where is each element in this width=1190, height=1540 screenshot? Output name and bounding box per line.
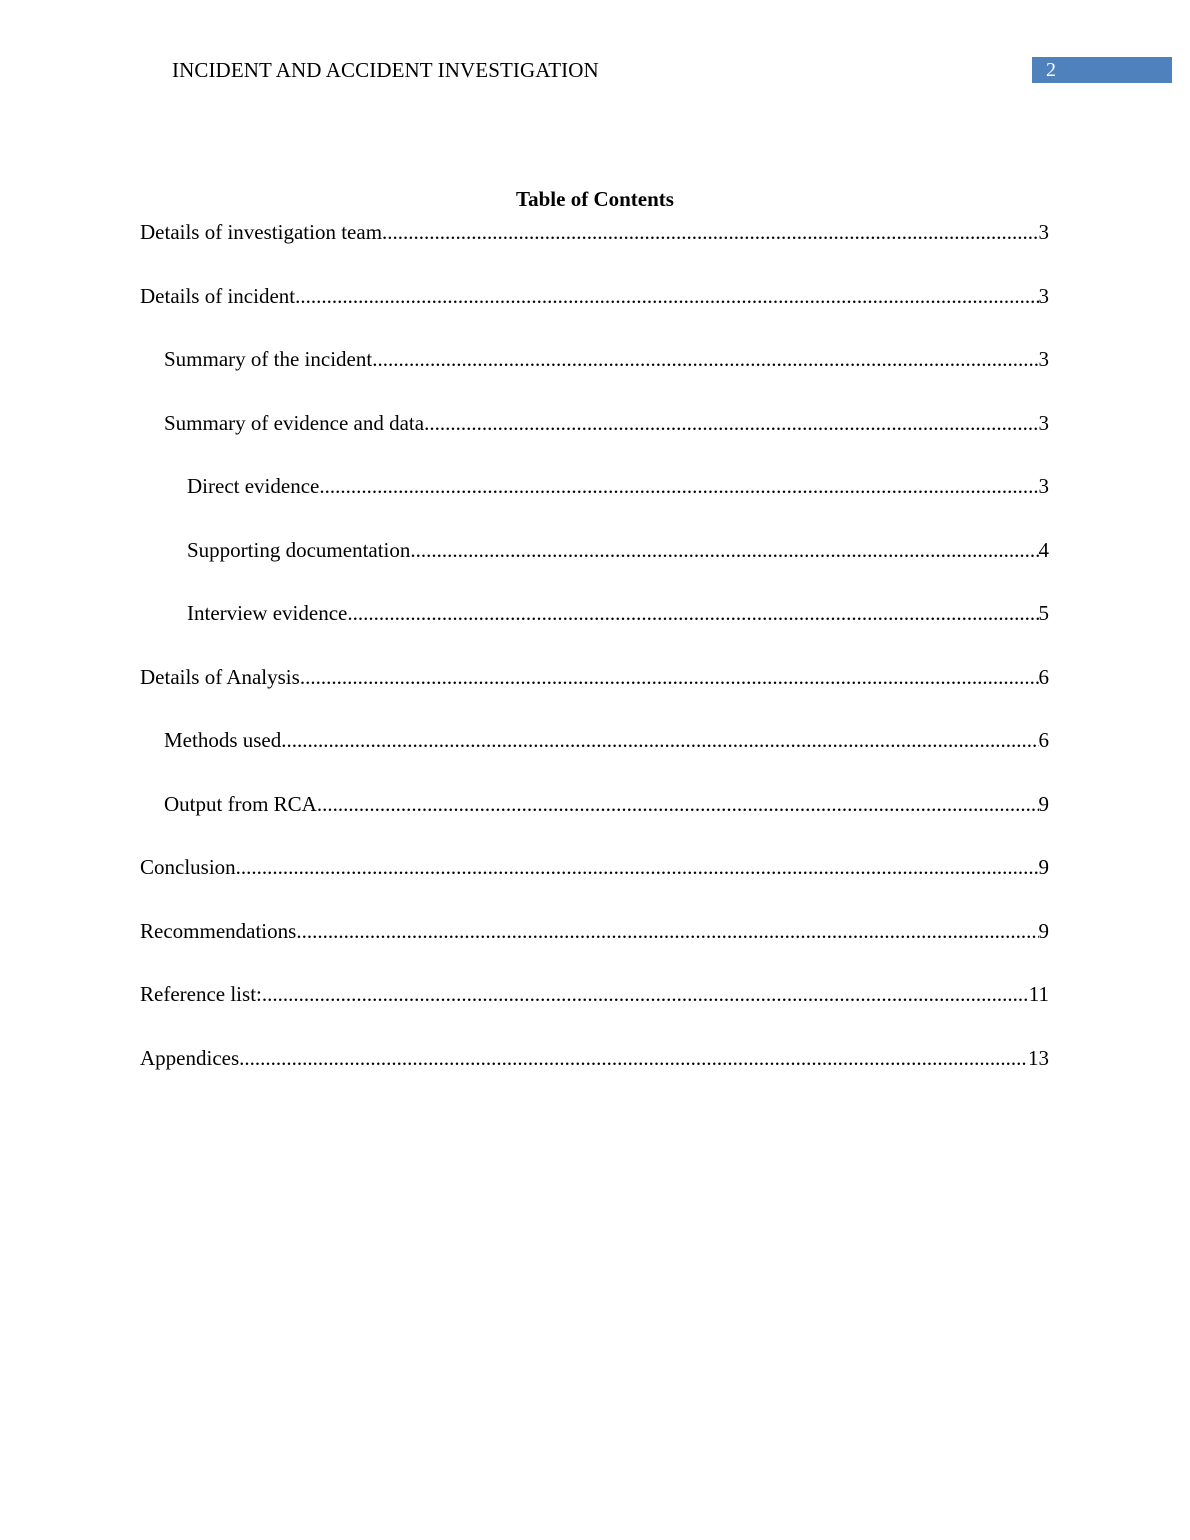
toc-entry-label: Details of incident (140, 283, 296, 308)
toc-title: Table of Contents (516, 187, 674, 211)
toc-entry-label: Recommendations (140, 918, 297, 943)
toc-entry-label: Appendices (140, 1045, 240, 1070)
dot-leader (410, 532, 1038, 568)
dot-leader (300, 659, 1039, 695)
toc-entry-investigation-team[interactable] (140, 214, 1049, 278)
toc-entry-label: Output from RCA (164, 791, 317, 816)
dot-leader (295, 278, 1038, 314)
toc-entry-page: 13 (1028, 1045, 1049, 1070)
toc-entry-supporting-documentation[interactable] (140, 532, 1049, 596)
dot-leader (372, 341, 1038, 377)
dot-leader (281, 722, 1038, 758)
toc-entry-summary-of-incident[interactable] (140, 341, 1049, 405)
toc-entry-page: 5 (1038, 601, 1049, 625)
page-number-badge: 2 (1032, 57, 1172, 83)
toc-entry-details-of-analysis[interactable] (140, 659, 1049, 723)
dot-leader (296, 913, 1038, 949)
toc-entry-label: Interview evidence (187, 601, 348, 625)
toc-entry-label: Reference list: (140, 982, 262, 1006)
running-header-title: INCIDENT AND ACCIDENT INVESTIGATION (172, 58, 599, 82)
toc-entry-page: 6 (1038, 728, 1049, 752)
toc-entry-page: 3 (1038, 347, 1049, 371)
dot-leader (239, 1040, 1028, 1076)
toc-entry-conclusion[interactable] (140, 849, 1049, 913)
toc-entry-page: 3 (1038, 474, 1049, 498)
toc-entry-direct-evidence[interactable] (140, 468, 1049, 532)
toc-entry-page: 3 (1038, 410, 1049, 435)
table-of-contents (140, 214, 1049, 1103)
toc-entry-recommendations[interactable] (140, 913, 1049, 977)
toc-entry-label: Conclusion (140, 855, 236, 879)
toc-entry-interview-evidence[interactable] (140, 595, 1049, 659)
dot-leader (424, 405, 1038, 441)
toc-entry-label: Details of investigation team (140, 220, 383, 244)
toc-entry-page: 11 (1028, 982, 1049, 1006)
toc-entry-page: 6 (1038, 664, 1049, 689)
toc-entry-label: Summary of the incident (164, 347, 373, 371)
toc-entry-summary-of-evidence[interactable] (140, 405, 1049, 469)
toc-entry-page: 9 (1038, 791, 1049, 816)
toc-entry-page: 9 (1038, 918, 1049, 943)
toc-entry-details-of-incident[interactable] (140, 278, 1049, 342)
toc-entry-label: Details of Analysis (140, 664, 300, 689)
toc-entry-methods-used[interactable] (140, 722, 1049, 786)
toc-entry-output-from-rca[interactable] (140, 786, 1049, 850)
dot-leader (236, 849, 1039, 885)
dot-leader (382, 214, 1038, 250)
toc-entry-label: Supporting documentation (187, 537, 411, 562)
toc-entry-label: Summary of evidence and data (164, 410, 425, 435)
toc-entry-page: 3 (1038, 283, 1049, 308)
dot-leader (262, 976, 1029, 1012)
dot-leader (347, 595, 1038, 631)
toc-entry-page: 3 (1038, 220, 1049, 244)
toc-entry-reference-list[interactable] (140, 976, 1049, 1040)
toc-entry-appendices[interactable] (140, 1040, 1049, 1104)
toc-entry-label: Direct evidence (187, 474, 320, 498)
dot-leader (319, 468, 1038, 504)
toc-entry-label: Methods used (164, 728, 282, 752)
toc-entry-page: 9 (1038, 855, 1049, 879)
toc-entry-page: 4 (1038, 537, 1049, 562)
dot-leader (317, 786, 1039, 822)
